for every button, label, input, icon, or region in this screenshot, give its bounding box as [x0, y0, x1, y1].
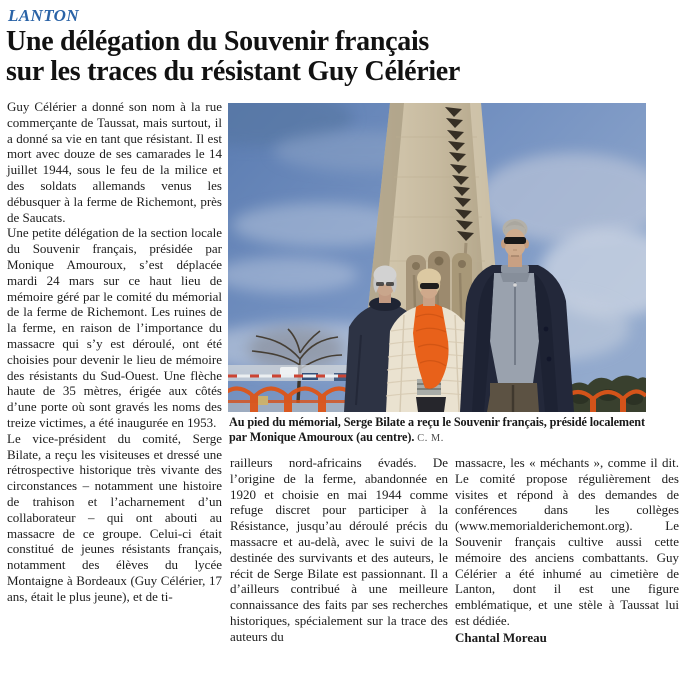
- headline-line-1: Une délégation du Souvenir français: [6, 26, 430, 57]
- caption-text: Au pied du mémorial, Serge Bilate a reçu le Souvenir français, présidé localement par Monique Amouroux (au centre).: [229, 415, 645, 444]
- article-column-2: [230, 455, 448, 645]
- headline-line-2: sur les traces du résistant Guy Célérier: [6, 55, 461, 87]
- paragraph: Guy Célérier a donné son nom à la rue commerçante de Taussat, mais surtout, il a donné sa vie en tant que résistant. Il est mort avec douze de ses camarades le 14 juillet 1944, sous le feu de la milice et des soldats allemands venus les débusquer à la ferme de Richemont, près de Saucats.: [7, 99, 222, 225]
- photo-caption: [229, 415, 657, 447]
- paragraph: massacre, les « méchants », comme il dit. Le comité propose régulièrement des visites et répond à des demandes de conférences dans les collèges (www.memorialderichemont.org). Le Souvenir français cultive aussi cette mémoire des anciens combattants. Guy Célérier a été inhumé au cimetière de Lanton, dont il est une figure emblématique, et une stèle à Taussat lui est dédiée.: [455, 455, 679, 628]
- paragraph: railleurs nord-africains évadés. De l’origine de la ferme, abandonnée en 1920 et choisie en mai 1944 comme refuge discret pour participer à la Résistance, jusqu’au déroulé précis du massacre et au-delà, avec le suivi de la destinée des survivants et des auteurs, le récit de Serge Bilate est passionnant. Il a d’ailleurs contribué à une meilleure connaissance des faits par ses recherches historiques, spécialement sur la trace des auteurs du: [230, 455, 448, 644]
- paragraph: Le vice-président du comité, Serge Bilate, a reçu les visiteuses et dressé une rétrospective historique très vivante des circonstances – notamment une histoire de trahison et l’acharnement d’un collaborateur – qui ont abouti au massacre de ce groupe. Celui-ci était constitué de jeunes résistants français, notamment des élèves du lycée Montaigne à Bordeaux (Guy Célérier, 17 ans, était le plus jeune), et de ti-: [7, 430, 222, 604]
- paragraph: Une petite délégation de la section locale du Souvenir français, présidée par Monique Amouroux, s’est déplacée mardi 24 mars sur ce haut lieu de mémoire géré par le comité du mémorial de la ferme de Richemont. Les ruines de la ferme, en raison de l’importance du massacre qui s’y est déroulé, ont été choisies pour devenir le lieu de mémoire des résistants du Sud-Ouest. Une flèche haute de 35 mètres, érigée aux côtés d’une porte où sont gravés les noms des treize victimes, a été inaugurée en 1953.: [7, 225, 222, 430]
- headline: [6, 27, 676, 86]
- section-kicker: LANTON: [8, 6, 80, 25]
- article-photo: [228, 103, 646, 412]
- byline: Chantal Moreau: [455, 629, 547, 645]
- article-column-3: [455, 455, 679, 646]
- caption-credit: C. M.: [417, 432, 444, 444]
- article-column-1: [7, 99, 222, 605]
- article-photo-illustration: [228, 103, 646, 412]
